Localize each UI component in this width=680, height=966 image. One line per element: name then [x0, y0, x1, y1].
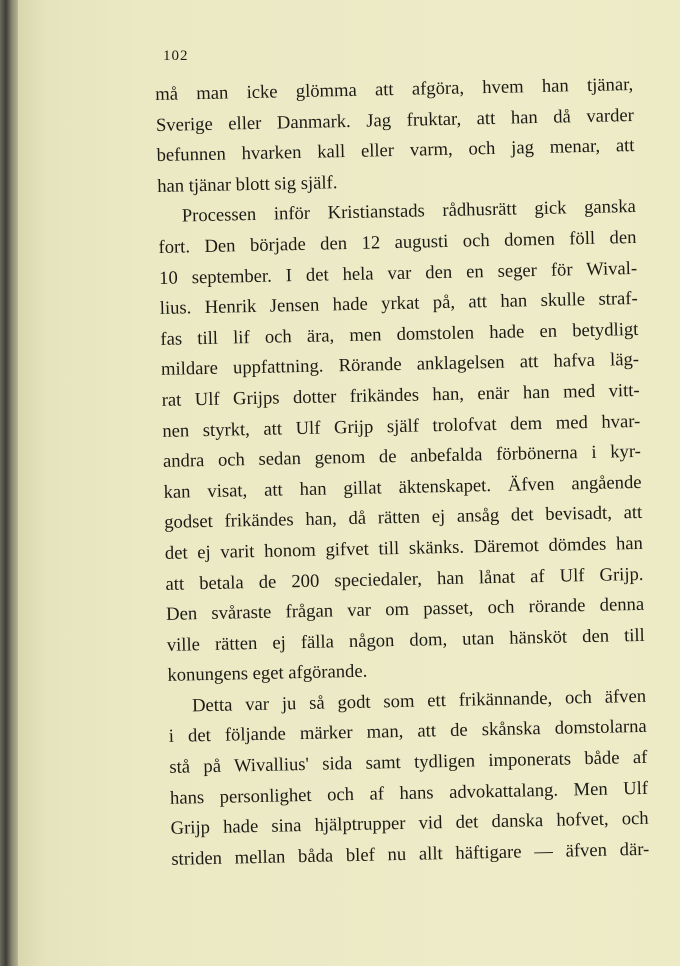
text-line: i det följande märker man, att de skånska domstolarna [168, 716, 647, 748]
book-page [18, 0, 680, 966]
text-line: fort. Den började den 12 augusti och domen föll den [158, 226, 637, 258]
text-line: stå på Wivallius' sida samt tydligen imponerats både af [169, 746, 648, 778]
text-line: fas till lif och ära, men domstolen hade en betydligt [160, 318, 639, 350]
text-line: kan visat, att han gillat äktenskapet. Äfven angående [163, 471, 642, 503]
text-line: Sverige eller Danmark. Jag fruktar, att han då varder [155, 104, 635, 136]
text-line: mildare uppfattning. Rörande anklagelsen att hafva läg- [160, 349, 640, 381]
text-line: Detta var ju så godt som ett frikännande, och äfven [191, 685, 647, 717]
text-line: andra och sedan genom de anbefalda förbönerna i kyr- [162, 441, 642, 473]
book-gutter [0, 0, 18, 966]
page-number: 102 [163, 48, 189, 64]
text-line: Processen inför Kristianstads rådhusrätt gick ganska [181, 196, 636, 227]
text-line: han tjänar blott sig själf. [157, 171, 338, 197]
text-line: Den svåraste frågan var om passet, och rörande denna [165, 593, 645, 625]
text-line: lius. Henrik Jensen hade yrkat på, att han skulle straf- [159, 288, 638, 320]
text-line: det ej varit honom gifvet till skänks. Däremot dömdes han [164, 532, 644, 564]
text-line: ville rätten ej fälla någon dom, utan hänsköt den till [166, 624, 645, 656]
text-line: striden mellan båda blef nu allt häftigare — äfven där- [171, 838, 650, 870]
text-line: konungens eget afgörande. [167, 660, 368, 687]
text-line: befunnen hvarken kall eller varm, och jag menar, att [156, 135, 635, 167]
body-text [155, 70, 650, 875]
text-line: godset frikändes han, då rätten ej ansåg det bevisadt, att [164, 502, 643, 534]
text-line: nen styrkt, att Ulf Grijp själf trolofvat dem med hvar- [162, 410, 641, 442]
text-line: att betala de 200 speciedaler, han lånat af Ulf Grijp. [165, 563, 644, 595]
text-line: 10 september. I det hela var den en seger för Wival- [158, 257, 638, 289]
text-line: hans personlighet och af hans advokattalang. Men Ulf [169, 777, 649, 809]
text-line: må man icke glömma att afgöra, hvem han tjänar, [155, 73, 634, 105]
text-line: Grijp hade sina hjälptrupper vid det danska hofvet, och [170, 808, 649, 840]
text-line: rat Ulf Grijps dotter frikändes han, enär han med vitt- [161, 379, 640, 411]
